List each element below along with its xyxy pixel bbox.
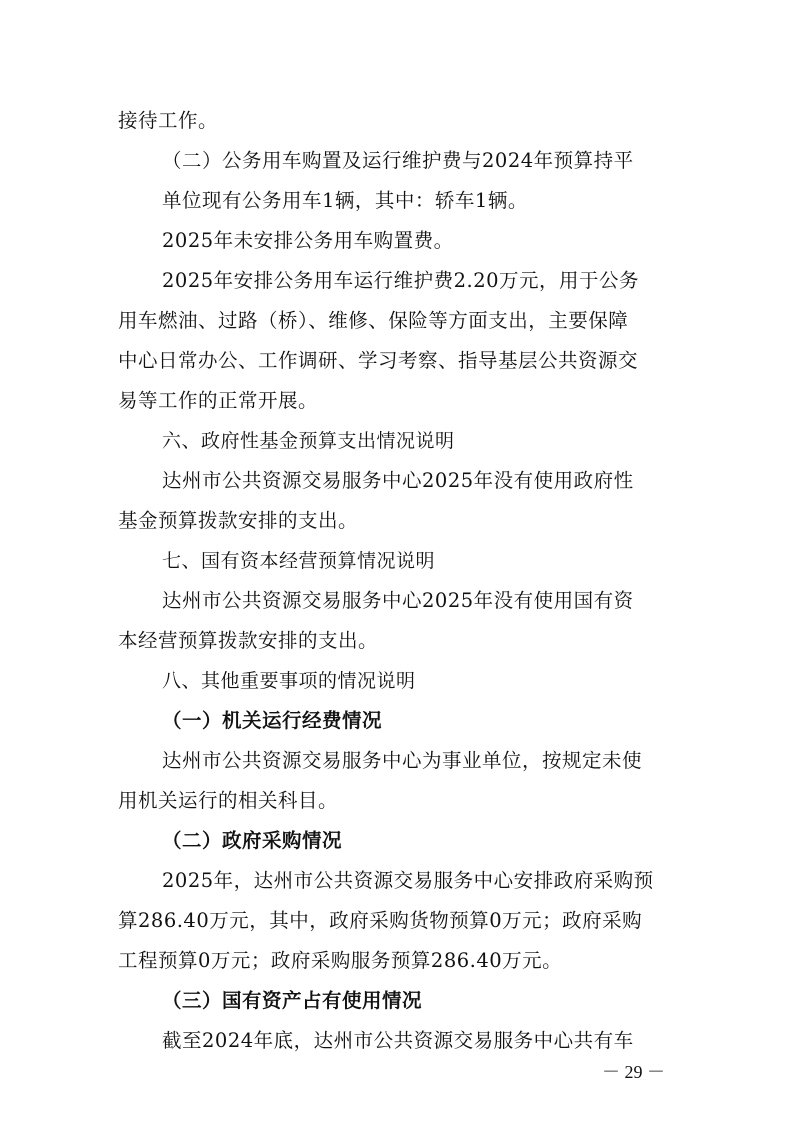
subsection-heading-operating-expense: （一）机关运行经费情况: [162, 709, 383, 732]
text-line-continuation: 接待工作。: [118, 109, 219, 132]
text-line-vehicle-maintenance-4: 易等工作的正常开展。: [118, 389, 319, 412]
text-line-government-fund: 达州市公共资源交易服务中心2025年没有使用政府性: [162, 469, 634, 492]
text-line-procurement: 2025年，达州市公共资源交易服务中心安排政府采购预: [162, 869, 654, 892]
text-line-state-capital-2: 本经营预算拨款安排的支出。: [118, 629, 379, 652]
text-line-vehicle-maintenance-2: 用车燃油、过路（桥）、维修、保险等方面支出，主要保障: [118, 309, 629, 332]
text-line-state-assets: 截至2024年底，达州市公共资源交易服务中心共有车: [162, 1029, 634, 1052]
section-heading-government-fund: 六、政府性基金预算支出情况说明: [162, 430, 455, 452]
text-line-operating-expense: 达州市公共资源交易服务中心为事业单位，按规定未使: [162, 749, 643, 772]
text-line-vehicle-count: 单位现有公务用车1辆，其中：轿车1辆。: [162, 189, 528, 212]
text-line-vehicle-purchase: 2025年未安排公务用车购置费。: [162, 229, 454, 252]
page-number: － 29 －: [602, 1062, 665, 1082]
section-heading-state-capital: 七、国有资本经营预算情况说明: [162, 550, 436, 572]
text-line-vehicle-maintenance: 2025年安排公务用车运行维护费2.20万元，用于公务: [162, 269, 640, 292]
text-line-operating-expense-2: 用机关运行的相关科目。: [118, 789, 339, 812]
subsection-heading-state-assets: （三）国有资产占有使用情况: [162, 989, 423, 1012]
text-line-government-fund-2: 基金预算拨款安排的支出。: [118, 509, 359, 532]
subsection-heading-vehicle-expense: （二）公务用车购置及运行维护费与2024年预算持平: [162, 149, 634, 172]
text-line-procurement-2: 算286.40万元，其中，政府采购货物预算0万元；政府采购: [118, 909, 643, 932]
section-heading-other-matters: 八、其他重要事项的情况说明: [162, 670, 416, 692]
text-line-vehicle-maintenance-3: 中心日常办公、工作调研、学习考察、指导基层公共资源交: [118, 349, 639, 372]
text-line-state-capital: 达州市公共资源交易服务中心2025年没有使用国有资: [162, 589, 634, 612]
text-line-procurement-3: 工程预算0万元；政府采购服务预算286.40万元。: [118, 949, 563, 972]
subsection-heading-procurement: （二）政府采购情况: [162, 829, 343, 852]
